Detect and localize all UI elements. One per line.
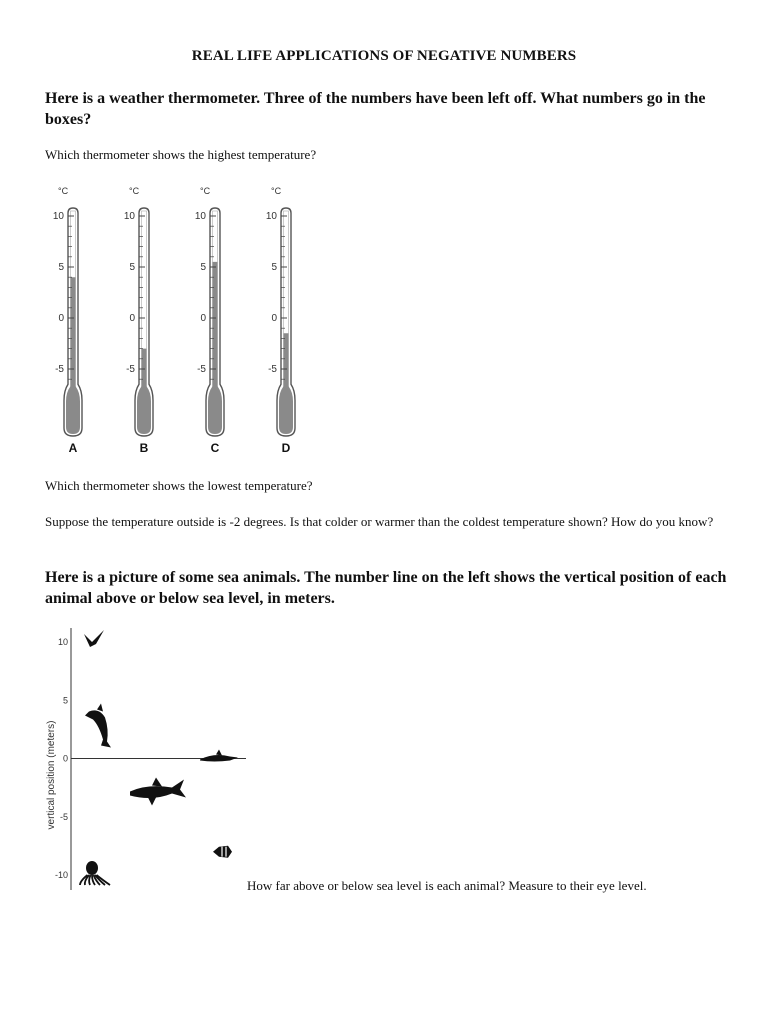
- unit-label: °C: [271, 186, 282, 196]
- scale-label: 5: [58, 262, 64, 273]
- sea-animals-chart: [40, 620, 270, 900]
- page-title: REAL LIFE APPLICATIONS OF NEGATIVE NUMBERS: [191, 48, 577, 64]
- shark-icon: [130, 777, 186, 805]
- y-tick-label: -10: [54, 870, 68, 880]
- thermometer-label: A: [68, 441, 78, 455]
- y-axis-label: vertical position (meters): [46, 720, 57, 830]
- scale-label: 5: [200, 262, 206, 273]
- y-tick-label: -5: [59, 811, 68, 822]
- thermometer-label: C: [210, 441, 220, 455]
- scale-label: 0: [271, 313, 277, 324]
- scale-label: 10: [123, 211, 135, 222]
- scale-label: 0: [200, 313, 206, 324]
- bird-icon: [84, 630, 104, 647]
- thermometer-heading: Here is a weather thermometer. Three of the numbers have been left off. What numbers go in the boxes?: [45, 90, 706, 128]
- unit-label: °C: [129, 186, 140, 196]
- scale-label: -5: [126, 364, 135, 375]
- sea-animals-question: How far above or below sea level is each animal? Measure to their eye level.: [247, 878, 647, 893]
- question-suppose: Suppose the temperature outside is -2 degrees. Is that colder or warmer than the coldest temperature shown? How do you know?: [45, 514, 714, 529]
- scale-label: 0: [129, 313, 135, 324]
- unit-label: °C: [58, 186, 69, 196]
- scale-label: -5: [268, 364, 277, 375]
- y-tick-label: 0: [62, 753, 68, 764]
- thermometers-figure: [30, 178, 320, 458]
- unit-label: °C: [200, 186, 211, 196]
- scale-label: 10: [194, 211, 206, 222]
- question-highest: Which thermometer shows the highest temperature?: [45, 147, 317, 162]
- scale-label: 5: [129, 262, 135, 273]
- thermometer-label: B: [139, 441, 149, 455]
- thermometer-c: [195, 186, 224, 455]
- scale-label: -5: [55, 364, 64, 375]
- dolphin-icon: [85, 704, 111, 748]
- sea-animals-heading: Here is a picture of some sea animals. The number line on the left shows the vertical position of each animal above or below sea level, in meters.: [45, 569, 727, 607]
- thermometer-d: [266, 186, 295, 455]
- thermometer-b: [124, 186, 153, 455]
- scale-label: 0: [58, 313, 64, 324]
- octopus-icon: [80, 861, 110, 885]
- scale-label: 10: [265, 211, 277, 222]
- scale-label: -5: [197, 364, 206, 375]
- y-tick-label: 5: [62, 695, 68, 706]
- scale-label: 5: [271, 262, 277, 273]
- thermometer-label: D: [281, 441, 291, 455]
- fish-icon: [213, 846, 232, 858]
- scale-label: 10: [52, 211, 64, 222]
- question-lowest: Which thermometer shows the lowest temperature?: [45, 478, 313, 493]
- dolphin-surface-icon: [200, 750, 238, 762]
- thermometer-a: [53, 186, 82, 455]
- y-tick-label: 10: [57, 637, 68, 647]
